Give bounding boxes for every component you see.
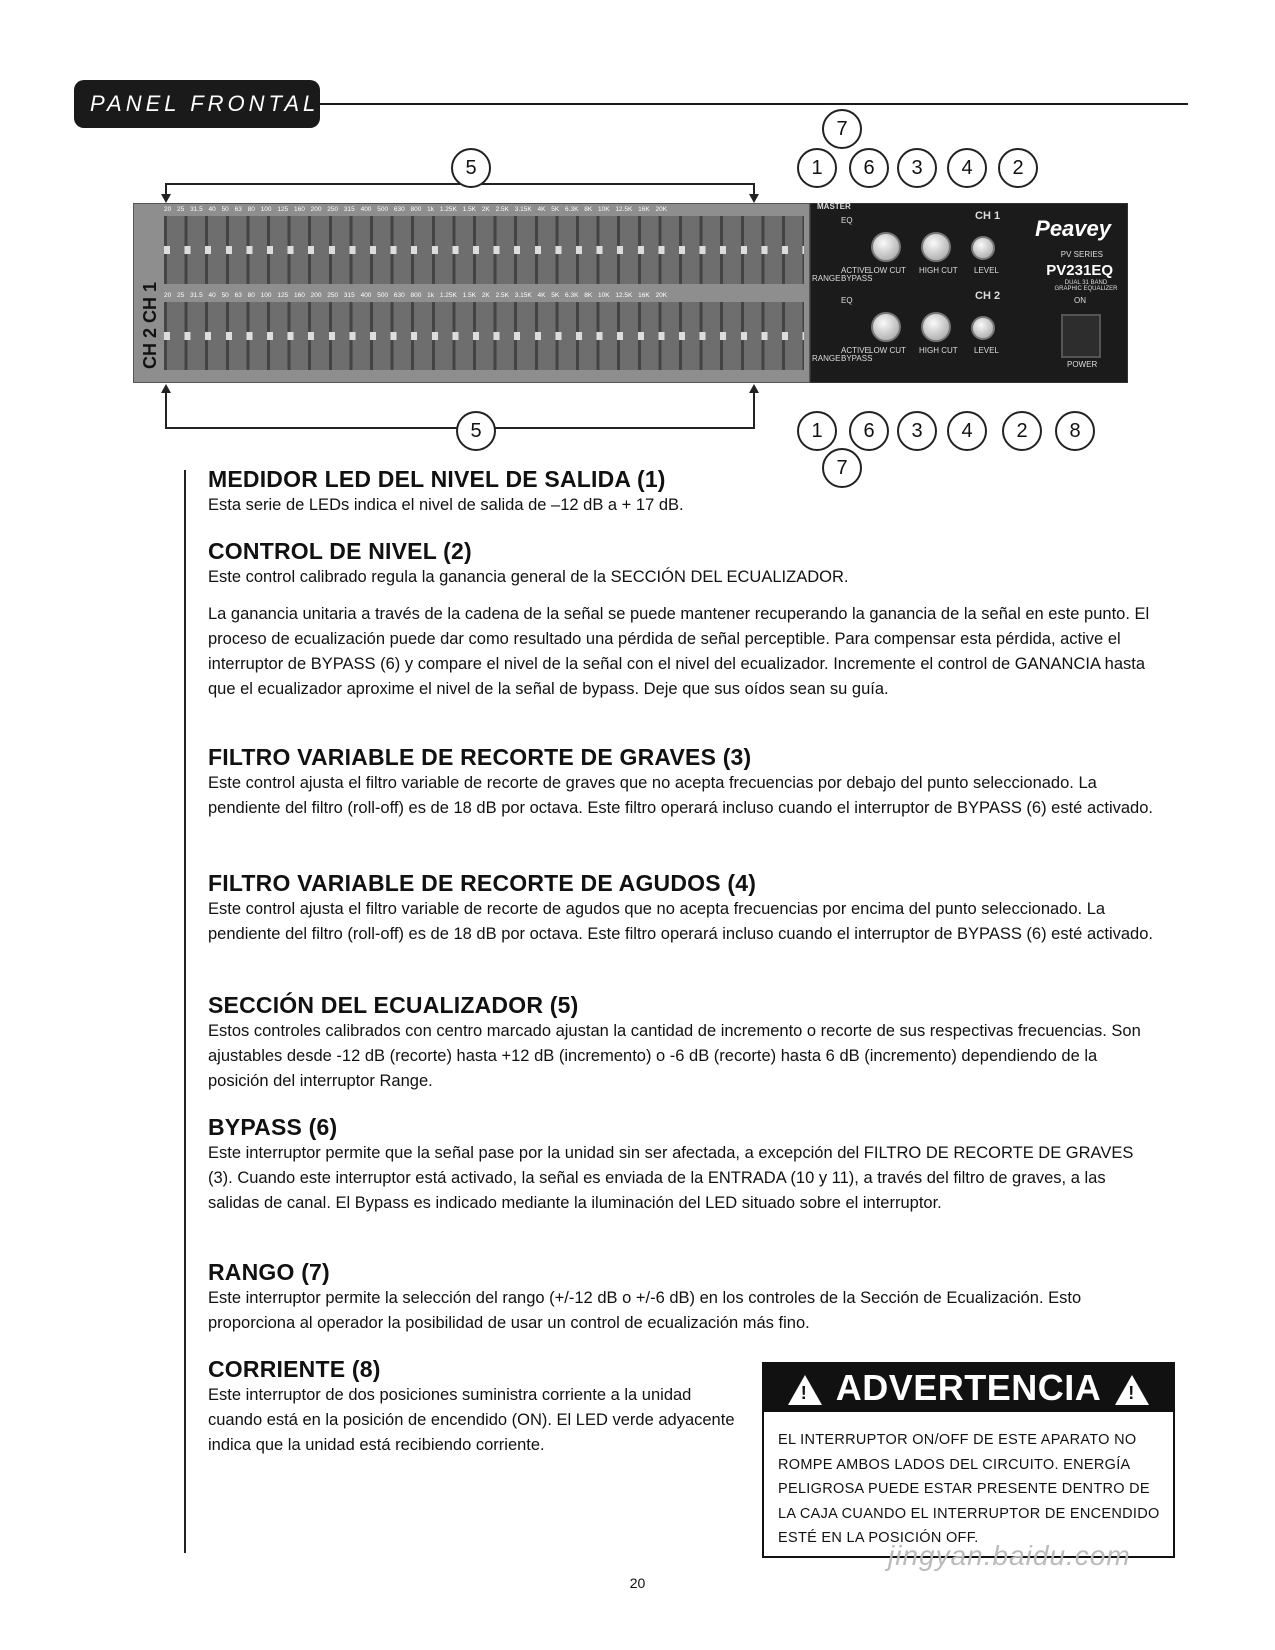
high-cut-label: HIGH CUT <box>919 266 958 275</box>
callout-7-bottom: 7 <box>822 448 862 488</box>
section-low-cut <box>208 743 1153 821</box>
section-range <box>208 1258 1153 1336</box>
fader-knobs <box>164 246 804 254</box>
section-text: La ganancia unitaria a través de la cadena de la señal se puede mantener recuperando la ganancia de la señal en este punto. El proceso de ecualización puede dar como resultado una pérdida de señal perceptible. Para compensar esta pérdida, active el interruptor de BYPASS (6) y compare el nivel de la señal con el nivel del ecualizador. Incremente el control de GANANCIA hasta que el ecualizador aproxime el nivel de la señal de bypass. Deje que sus oídos sean su guía. <box>208 605 1150 698</box>
fader-strip-ch1 <box>164 216 804 284</box>
section-heading: FILTRO VARIABLE DE RECORTE DE AGUDOS (4) <box>208 870 757 896</box>
callout-line <box>165 390 167 428</box>
section-text: Este interruptor de dos posiciones suministra corriente a la unidad cuando está en la posición de encendido (ON). El LED verde adyacente indica que la unidad está recibiendo corriente. <box>208 1386 735 1454</box>
front-panel-figure <box>0 0 1275 480</box>
warning-title: ADVERTENCIA <box>835 1367 1102 1408</box>
callout-8-bottom: 8 <box>1055 411 1095 451</box>
level-label: LEVEL <box>974 266 999 275</box>
section-heading: MEDIDOR LED DEL NIVEL DE SALIDA (1) <box>208 466 666 492</box>
frequency-labels <box>164 292 804 302</box>
section-text: Este control ajusta el filtro variable de recorte de agudos que no acepta frecuencias por encima del punto seleccionado. La pendiente del filtro (roll-off) es de 18 dB por octava. Este filtro operará incluso cuando el interruptor de BYPASS (6) esté activado. <box>208 900 1153 943</box>
section-title: PANEL FRONTAL <box>90 91 320 116</box>
section-heading: CORRIENTE (8) <box>208 1356 381 1382</box>
warning-icon: ! <box>1115 1375 1149 1405</box>
callout-4-bottom: 4 <box>947 411 987 451</box>
section-text: Este control calibrado regula la ganancia general de la SECCIÓN DEL ECUALIZADOR. <box>208 568 849 586</box>
series-label: PV SERIES <box>1060 250 1103 259</box>
fader-strip-ch2 <box>164 302 804 370</box>
eq-section-panel <box>133 203 810 383</box>
master-label: MASTER <box>817 202 851 211</box>
power-label: POWER <box>1067 360 1098 369</box>
section-text: Este control ajusta el filtro variable de recorte de graves que no acepta frecuencias por debajo del punto seleccionado. La pendiente del filtro (roll-off) es de 18 dB por octava. Este filtro operará incluso cuando el interruptor de BYPASS (6) esté activado. <box>208 774 1153 817</box>
low-cut-label: LOW CUT <box>869 346 906 355</box>
frequency-labels <box>164 206 804 216</box>
page-number: 20 <box>629 1575 646 1591</box>
section-bypass <box>208 1113 1153 1216</box>
arrow-icon <box>749 384 759 393</box>
bypass-label: BYPASS <box>841 354 873 363</box>
section-heading: SECCIÓN DEL ECUALIZADOR (5) <box>208 992 579 1018</box>
model-label: PV231EQ <box>1046 262 1113 279</box>
callout-2-bottom: 2 <box>1002 411 1042 451</box>
active-label: ACTIVE <box>841 266 870 275</box>
section-power <box>208 1355 748 1458</box>
callout-5-bottom: 5 <box>456 411 496 451</box>
warning-text: EL INTERRUPTOR ON/OFF DE ESTE APARATO NO ROMPE AMBOS LADOS DEL CIRCUITO. ENERGÍA PELIGROSA PUEDE ESTAR PRESENTE DENTRO DE LA CAJA CUANDO EL INTERRUPTOR DE ENCENDIDO ESTÉ EN LA POSICIÓN OFF. <box>778 1432 1160 1546</box>
frequency-list: 20 25 31.5 40 50 63 80 100 125 160 200 250 315 400 500 630 800 1k 1.25K 1.5K 2K 2.5K 3.15K 4K 5K 6.3K 8K 10K 12.5K 16K 20K <box>164 292 668 299</box>
section-text: Estos controles calibrados con centro marcado ajustan la cantidad de incremento o recorte de sus respectivas frecuencias. Son ajustables desde -12 dB (recorte) hasta +12 dB (incremento) o -6 dB (recorte) hasta 6 dB (incremento) dependiendo de la posición del interruptor Range. <box>208 1022 1141 1090</box>
low-cut-knob[interactable] <box>871 232 901 262</box>
level-knob[interactable] <box>971 316 995 340</box>
section-text: Este interruptor permite que la señal pase por la unidad sin ser afectada, a excepción del FILTRO DE RECORTE DE GRAVES (3). Cuando este interruptor está activado, la señal es enviada de la ENTRADA (10 y 11), a través del filtro de graves, a las salidas de canal. El Bypass es indicado mediante la iluminación del LED situado sobre el interruptor. <box>208 1144 1134 1212</box>
eq-label: EQ <box>841 296 853 305</box>
section-heading: BYPASS (6) <box>208 1114 338 1140</box>
warning-header <box>764 1364 1173 1412</box>
eq-label: EQ <box>841 216 853 225</box>
level-knob[interactable] <box>971 236 995 260</box>
watermark: jingyan.baidu.com <box>888 1540 1131 1571</box>
section-equalizer <box>208 991 1153 1094</box>
callout-6-top: 6 <box>849 148 889 188</box>
high-cut-knob[interactable] <box>921 232 951 262</box>
callout-3-top: 3 <box>897 148 937 188</box>
range-label: RANGE <box>812 354 841 363</box>
channel-side-label: CH 2 CH 1 <box>140 281 160 369</box>
callout-line <box>753 390 755 428</box>
frequency-list: 20 25 31.5 40 50 63 80 100 125 160 200 250 315 400 500 630 800 1k 1.25K 1.5K 2K 2.5K 3.15K 4K 5K 6.3K 8K 10K 12.5K 16K 20K <box>164 206 668 213</box>
ch1-label: CH 1 <box>975 210 1001 222</box>
callout-3-bottom: 3 <box>897 411 937 451</box>
callout-5-top: 5 <box>451 148 491 188</box>
range-label: RANGE <box>812 274 841 283</box>
warning-box <box>762 1362 1175 1558</box>
power-switch[interactable] <box>1061 314 1101 358</box>
master-control-panel <box>810 203 1128 383</box>
bypass-label: BYPASS <box>841 274 873 283</box>
high-cut-label: HIGH CUT <box>919 346 958 355</box>
on-label: ON <box>1074 296 1086 305</box>
callout-6-bottom: 6 <box>849 411 889 451</box>
level-label: LEVEL <box>974 346 999 355</box>
callout-4-top: 4 <box>947 148 987 188</box>
arrow-icon <box>161 384 171 393</box>
low-cut-label: LOW CUT <box>869 266 906 275</box>
active-label: ACTIVE <box>841 346 870 355</box>
model-subtitle: DUAL 31 BAND GRAPHIC EQUALIZER <box>1054 280 1118 292</box>
callout-2-top: 2 <box>998 148 1038 188</box>
section-text: Este interruptor permite la selección del rango (+/-12 dB o +/-6 dB) en los controles de la Sección de Ecualización. Esto proporciona al operador la posibilidad de usar un control de ecualización más fino. <box>208 1289 1082 1332</box>
section-level-control <box>208 537 1153 702</box>
low-cut-knob[interactable] <box>871 312 901 342</box>
section-heading: CONTROL DE NIVEL (2) <box>208 538 472 564</box>
ch2-label: CH 2 <box>975 290 1001 302</box>
section-high-cut <box>208 869 1153 947</box>
section-heading: FILTRO VARIABLE DE RECORTE DE GRAVES (3) <box>208 744 752 770</box>
callout-1-bottom: 1 <box>797 411 837 451</box>
arrow-icon <box>161 194 171 203</box>
fader-knobs <box>164 332 804 340</box>
section-heading: RANGO (7) <box>208 1259 330 1285</box>
callout-1-top: 1 <box>797 148 837 188</box>
section-led-meter <box>208 465 1153 518</box>
warning-icon: ! <box>788 1375 822 1405</box>
section-text: Esta serie de LEDs indica el nivel de salida de –12 dB a + 17 dB. <box>208 496 684 514</box>
brand-logo: Peavey <box>1035 216 1111 241</box>
callout-7-top: 7 <box>822 109 862 149</box>
arrow-icon <box>749 194 759 203</box>
high-cut-knob[interactable] <box>921 312 951 342</box>
margin-rule <box>184 470 186 1553</box>
